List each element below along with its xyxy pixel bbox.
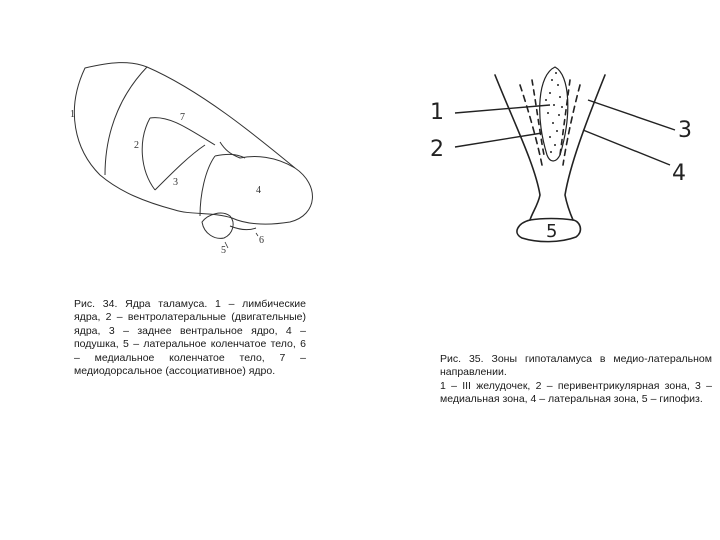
fig34-label-5: 5 <box>221 245 226 256</box>
fig34-label-6: 6 <box>259 235 264 246</box>
fig34-label-3: 3 <box>173 177 178 188</box>
medial-geniculate-body <box>230 226 256 230</box>
figure-35-caption-legend: 1 – III желудочек, 2 – перивентрикулярная зона, 3 – медиальная зона, 4 – латеральная зона, 5 – гипофиз. <box>440 379 712 406</box>
thalamus-nuclei-drawing <box>50 50 330 265</box>
fig34-label-7: 7 <box>180 112 185 123</box>
fig35-label-1: 1 <box>430 100 444 125</box>
fig35-label-4: 4 <box>672 161 686 186</box>
fig34-label-4: 4 <box>256 185 261 196</box>
thalamus-outline <box>74 63 312 225</box>
hypothalamus-zones-drawing <box>420 55 700 255</box>
ventricle-dots <box>545 72 563 153</box>
boundary-3-4 <box>200 156 215 216</box>
boundary-1-7 <box>105 67 147 175</box>
fig34-label-1: 1 <box>70 109 75 120</box>
fig35-label-2: 2 <box>430 137 444 162</box>
fig35-label-3: 3 <box>678 118 692 143</box>
figure-35-caption-title: Рис. 35. Зоны гипоталамуса в медио-латеральном направлении. <box>440 353 712 379</box>
figure-35-caption <box>440 353 712 407</box>
boundary-2-3 <box>142 118 155 190</box>
fig35-label-5: 5 <box>546 221 558 242</box>
figure-34-caption: Рис. 34. Ядра таламуса. 1 – лимбические ядра, 2 – вентролатеральные (двигательные) ядра, 3 – заднее вентральное ядро, 4 – подушка, 5 – латеральное коленчатое тело, 6 – медиальное коленчатое тело, 7 – медиодорсальное (ассоциативное) ядро. <box>74 298 306 378</box>
third-ventricle <box>540 67 568 161</box>
fig34-label-2: 2 <box>134 140 139 151</box>
